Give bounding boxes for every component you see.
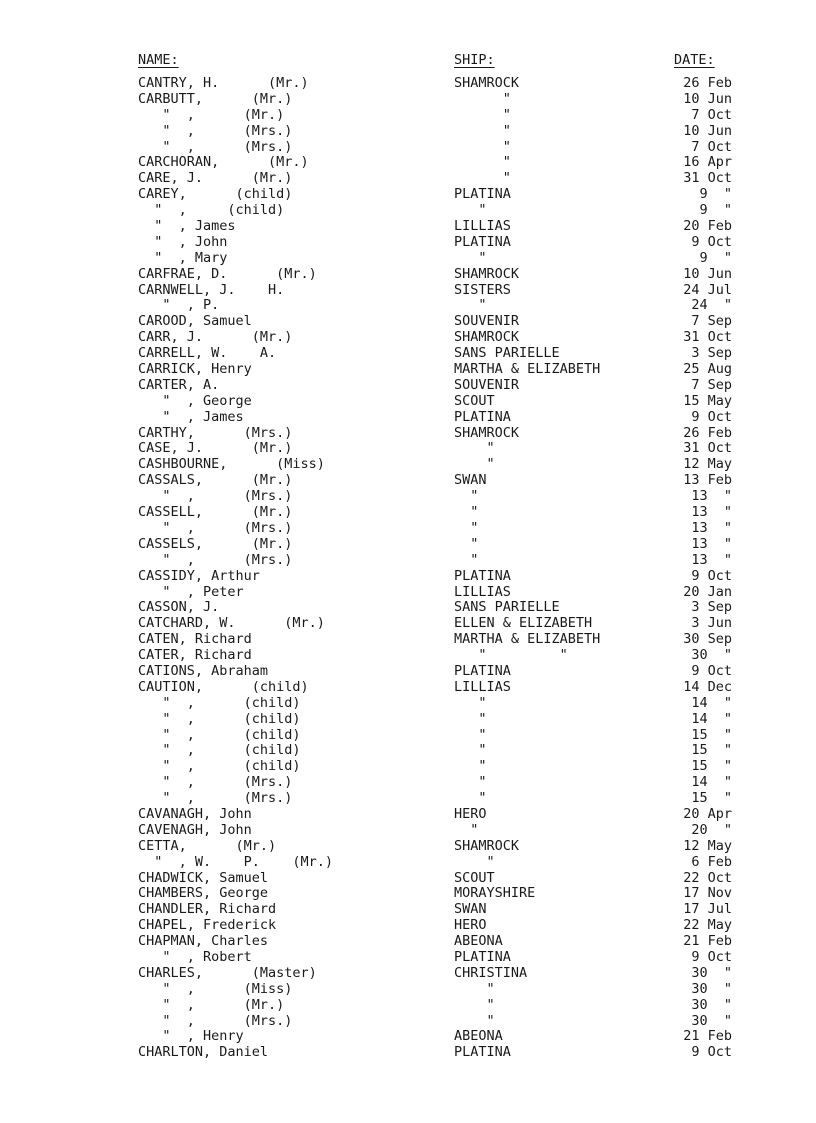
- table-row: [0, 950, 816, 966]
- ship-name: ": [454, 742, 487, 759]
- table-row: [0, 982, 816, 998]
- arrival-date: 13 ": [691, 504, 732, 521]
- arrival-date: 12 May: [683, 837, 732, 854]
- ship-name: ": [454, 170, 511, 187]
- table-row: [0, 664, 816, 680]
- ship-name: LILLIAS: [454, 678, 511, 695]
- table-row: [0, 235, 816, 251]
- passenger-name: CASSALS, (Mr.): [138, 472, 293, 489]
- arrival-date: 31 Oct: [683, 170, 732, 187]
- table-row: [0, 203, 816, 219]
- ship-name: ABEONA: [454, 933, 503, 950]
- table-row: [0, 680, 816, 696]
- ship-name: ": [454, 853, 495, 870]
- arrival-date: 21 Feb: [683, 1028, 732, 1045]
- ship-name: ": [454, 980, 495, 997]
- ship-name: HERO: [454, 917, 487, 934]
- passenger-name: " , (Mrs.): [138, 488, 293, 505]
- ship-name: PLATINA: [454, 186, 511, 203]
- arrival-date: 9 ": [699, 249, 732, 266]
- arrival-date: 7 Oct: [691, 106, 732, 123]
- arrival-date: 13 ": [691, 535, 732, 552]
- table-row: [0, 759, 816, 775]
- arrival-date: 9 Oct: [691, 567, 732, 584]
- table-row: [0, 283, 816, 299]
- ship-name: ": [454, 758, 487, 775]
- ship-name: ": [454, 710, 487, 727]
- ship-name: ": [454, 106, 511, 123]
- passenger-list: [0, 76, 816, 1061]
- ship-name: SANS PARIELLE: [454, 345, 560, 362]
- passenger-name: CASHBOURNE, (Miss): [138, 456, 325, 473]
- passenger-name: " , James: [138, 218, 236, 235]
- table-row: [0, 712, 816, 728]
- table-row: [0, 330, 816, 346]
- ship-name: ": [454, 551, 479, 568]
- table-row: [0, 537, 816, 553]
- ship-name: ": [454, 726, 487, 743]
- ship-name: ": [454, 694, 487, 711]
- ship-name: ": [454, 1012, 495, 1029]
- table-row: [0, 934, 816, 950]
- table-row: [0, 585, 816, 601]
- table-row: [0, 775, 816, 791]
- table-row: [0, 886, 816, 902]
- table-row: [0, 219, 816, 235]
- passenger-name: CASE, J. (Mr.): [138, 440, 293, 457]
- ship-name: ": [454, 202, 487, 219]
- table-row: [0, 155, 816, 171]
- table-row: [0, 473, 816, 489]
- passenger-name: " , (Mrs.): [138, 774, 293, 791]
- passenger-name: CASSELS, (Mr.): [138, 535, 293, 552]
- passenger-name: " , (Mrs.): [138, 790, 293, 807]
- table-row: [0, 505, 816, 521]
- ship-name: PLATINA: [454, 408, 511, 425]
- ship-name: ": [454, 122, 511, 139]
- passenger-name: " , (Mr.): [138, 996, 285, 1013]
- ship-name: ": [454, 821, 479, 838]
- ship-name: SCOUT: [454, 869, 495, 886]
- table-row: [0, 521, 816, 537]
- arrival-date: 22 May: [683, 917, 732, 934]
- ship-name: SHAMROCK: [454, 75, 520, 91]
- ship-name: ": [454, 488, 479, 505]
- passenger-name: " , (Miss): [138, 980, 293, 997]
- arrival-date: 30 ": [691, 980, 732, 997]
- passenger-name: " , Peter: [138, 583, 244, 600]
- table-row: [0, 871, 816, 887]
- ship-name: PLATINA: [454, 662, 511, 679]
- passenger-name: CARR, J. (Mr.): [138, 329, 293, 346]
- passenger-name: CATIONS, Abraham: [138, 662, 269, 679]
- passenger-name: " , John: [138, 233, 228, 250]
- arrival-date: 31 Oct: [683, 440, 732, 457]
- passenger-name: CARTER, A.: [138, 376, 220, 393]
- ship-name: PLATINA: [454, 948, 511, 965]
- passenger-name: " , (Mrs.): [138, 138, 293, 155]
- arrival-date: 15 ": [691, 758, 732, 775]
- arrival-date: 30 ": [691, 996, 732, 1013]
- arrival-date: 9 ": [699, 202, 732, 219]
- arrival-date: 13 ": [691, 519, 732, 536]
- arrival-date: 10 Jun: [683, 265, 732, 282]
- passenger-name: CARBUTT, (Mr.): [138, 90, 293, 107]
- arrival-date: 24 ": [691, 297, 732, 314]
- arrival-date: 15 ": [691, 742, 732, 759]
- table-row: [0, 140, 816, 156]
- passenger-name: " , (child): [138, 758, 301, 775]
- passenger-name: CASSIDY, Arthur: [138, 567, 260, 584]
- ship-name: SWAN: [454, 472, 487, 489]
- arrival-date: 20 Jan: [683, 583, 732, 600]
- table-row: [0, 839, 816, 855]
- arrival-date: 10 Jun: [683, 90, 732, 107]
- ship-name: SWAN: [454, 901, 487, 918]
- arrival-date: 7 Sep: [691, 313, 732, 330]
- passenger-name: " , James: [138, 408, 244, 425]
- arrival-date: 17 Jul: [683, 901, 732, 918]
- arrival-date: 26 Feb: [683, 424, 732, 441]
- ship-name: ": [454, 249, 487, 266]
- table-row: [0, 1029, 816, 1045]
- passenger-name: CARTHY, (Mrs.): [138, 424, 293, 441]
- passenger-name: " , P.: [138, 297, 220, 314]
- arrival-date: 9 Oct: [691, 1044, 732, 1061]
- arrival-date: 17 Nov: [683, 885, 732, 902]
- passenger-name: CHARLES, (Master): [138, 964, 317, 981]
- ship-name: MARTHA & ELIZABETH: [454, 631, 601, 648]
- passenger-name: " , Robert: [138, 948, 252, 965]
- table-row: [0, 616, 816, 632]
- table-row: [0, 966, 816, 982]
- ship-name: CHRISTINA: [454, 964, 528, 981]
- passenger-name: CARRICK, Henry: [138, 361, 252, 378]
- ship-name: PLATINA: [454, 1044, 511, 1061]
- arrival-date: 30 ": [691, 647, 732, 664]
- table-row: [0, 855, 816, 871]
- table-row: [0, 553, 816, 569]
- passenger-name: " , (child): [138, 726, 301, 743]
- table-row: [0, 171, 816, 187]
- ship-name: ": [454, 456, 495, 473]
- table-row: [0, 791, 816, 807]
- table-row: [0, 76, 816, 92]
- passenger-name: " , Henry: [138, 1028, 244, 1045]
- arrival-date: 24 Jul: [683, 281, 732, 298]
- ship-name: ": [454, 519, 479, 536]
- arrival-date: 15 ": [691, 726, 732, 743]
- passenger-name: " , (child): [138, 710, 301, 727]
- table-row: [0, 410, 816, 426]
- passenger-name: CAVENAGH, John: [138, 821, 252, 838]
- passenger-name: " , (Mr.): [138, 106, 285, 123]
- arrival-date: 30 ": [691, 1012, 732, 1029]
- arrival-date: 13 ": [691, 551, 732, 568]
- table-row: [0, 648, 816, 664]
- date-column-header: DATE:: [674, 52, 715, 68]
- ship-name: ": [454, 774, 487, 791]
- arrival-date: 14 Dec: [683, 678, 732, 695]
- passenger-name: CASSON, J.: [138, 599, 220, 616]
- table-row: [0, 807, 816, 823]
- arrival-date: 14 ": [691, 694, 732, 711]
- arrival-date: 13 ": [691, 488, 732, 505]
- table-row: [0, 314, 816, 330]
- arrival-date: 14 ": [691, 710, 732, 727]
- table-row: [0, 823, 816, 839]
- ship-name: SANS PARIELLE: [454, 599, 560, 616]
- passenger-name: " , (Mrs.): [138, 519, 293, 536]
- table-row: [0, 998, 816, 1014]
- ship-name: SISTERS: [454, 281, 511, 298]
- table-row: [0, 92, 816, 108]
- passenger-name: CETTA, (Mr.): [138, 837, 277, 854]
- ship-name: ": [454, 535, 479, 552]
- table-row: [0, 918, 816, 934]
- table-row: [0, 600, 816, 616]
- ship-name: SHAMROCK: [454, 329, 520, 346]
- table-row: [0, 696, 816, 712]
- passenger-name: CATCHARD, W. (Mr.): [138, 615, 325, 632]
- arrival-date: 3 Jun: [691, 615, 732, 632]
- ship-name: LILLIAS: [454, 583, 511, 600]
- table-row: [0, 902, 816, 918]
- table-row: [0, 457, 816, 473]
- arrival-date: 20 Apr: [683, 805, 732, 822]
- arrival-date: 26 Feb: [683, 75, 732, 91]
- table-row: [0, 1014, 816, 1030]
- ship-name: ": [454, 90, 511, 107]
- table-row: [0, 346, 816, 362]
- passenger-name: " , (Mrs.): [138, 551, 293, 568]
- passenger-name: CHADWICK, Samuel: [138, 869, 269, 886]
- name-column-header: NAME:: [138, 52, 179, 68]
- ship-name: PLATINA: [454, 567, 511, 584]
- table-row: [0, 187, 816, 203]
- table-row: [0, 108, 816, 124]
- ship-name: HERO: [454, 805, 487, 822]
- arrival-date: 9 Oct: [691, 408, 732, 425]
- arrival-date: 30 ": [691, 964, 732, 981]
- passenger-name: CHARLTON, Daniel: [138, 1044, 269, 1061]
- ship-name: SOUVENIR: [454, 376, 520, 393]
- passenger-name: CANTRY, H. (Mr.): [138, 75, 309, 91]
- ship-name: " ": [454, 647, 568, 664]
- arrival-date: 3 Sep: [691, 599, 732, 616]
- ship-name: ": [454, 504, 479, 521]
- arrival-date: 22 Oct: [683, 869, 732, 886]
- arrival-date: 12 May: [683, 456, 732, 473]
- passenger-name: " , W. P. (Mr.): [138, 853, 334, 870]
- ship-name: SHAMROCK: [454, 837, 520, 854]
- arrival-date: 6 Feb: [691, 853, 732, 870]
- passenger-name: CHAPMAN, Charles: [138, 933, 269, 950]
- arrival-date: 3 Sep: [691, 345, 732, 362]
- arrival-date: 7 Sep: [691, 376, 732, 393]
- table-row: [0, 298, 816, 314]
- table-row: [0, 124, 816, 140]
- passenger-name: CAROOD, Samuel: [138, 313, 252, 330]
- ship-name: SOUVENIR: [454, 313, 520, 330]
- table-row: [0, 426, 816, 442]
- table-row: [0, 362, 816, 378]
- passenger-name: CAUTION, (child): [138, 678, 309, 695]
- table-row: [0, 489, 816, 505]
- table-row: [0, 1045, 816, 1061]
- ship-name: LILLIAS: [454, 218, 511, 235]
- passenger-name: " , (child): [138, 694, 301, 711]
- arrival-date: 13 Feb: [683, 472, 732, 489]
- ship-name: ": [454, 297, 487, 314]
- arrival-date: 9 Oct: [691, 948, 732, 965]
- passenger-name: CATEN, Richard: [138, 631, 252, 648]
- passenger-name: CAVANAGH, John: [138, 805, 252, 822]
- passenger-name: CATER, Richard: [138, 647, 252, 664]
- ship-name: SHAMROCK: [454, 424, 520, 441]
- table-row: [0, 743, 816, 759]
- arrival-date: 21 Feb: [683, 933, 732, 950]
- ship-name: ": [454, 790, 487, 807]
- ship-name: SHAMROCK: [454, 265, 520, 282]
- passenger-name: CARFRAE, D. (Mr.): [138, 265, 317, 282]
- table-row: [0, 728, 816, 744]
- arrival-date: 20 Feb: [683, 218, 732, 235]
- passenger-name: CARE, J. (Mr.): [138, 170, 293, 187]
- passenger-name: " , (child): [138, 202, 285, 219]
- table-row: [0, 267, 816, 283]
- passenger-name: CASSELL, (Mr.): [138, 504, 293, 521]
- passenger-name: CHAPEL, Frederick: [138, 917, 277, 934]
- passenger-name: CARCHORAN, (Mr.): [138, 154, 309, 171]
- arrival-date: 9 ": [699, 186, 732, 203]
- arrival-date: 31 Oct: [683, 329, 732, 346]
- ship-name: ": [454, 138, 511, 155]
- table-row: [0, 632, 816, 648]
- passenger-name: " , (Mrs.): [138, 122, 293, 139]
- passenger-name: CARRELL, W. A.: [138, 345, 277, 362]
- passenger-name: " , George: [138, 392, 252, 409]
- ship-name: ": [454, 996, 495, 1013]
- table-row: [0, 394, 816, 410]
- passenger-name: CHAMBERS, George: [138, 885, 269, 902]
- arrival-date: 20 ": [691, 821, 732, 838]
- ship-name: SCOUT: [454, 392, 495, 409]
- arrival-date: 14 ": [691, 774, 732, 791]
- ship-name: MORAYSHIRE: [454, 885, 536, 902]
- passenger-name: CARNWELL, J. H.: [138, 281, 285, 298]
- table-row: [0, 251, 816, 267]
- ship-name: MARTHA & ELIZABETH: [454, 361, 601, 378]
- arrival-date: 10 Jun: [683, 122, 732, 139]
- arrival-date: 15 ": [691, 790, 732, 807]
- passenger-name: " , (Mrs.): [138, 1012, 293, 1029]
- table-row: [0, 441, 816, 457]
- arrival-date: 30 Sep: [683, 631, 732, 648]
- passenger-name: " , (child): [138, 742, 301, 759]
- passenger-name: CHANDLER, Richard: [138, 901, 277, 918]
- table-row: [0, 378, 816, 394]
- ship-name: ": [454, 154, 511, 171]
- arrival-date: 15 May: [683, 392, 732, 409]
- arrival-date: 9 Oct: [691, 662, 732, 679]
- ship-name: PLATINA: [454, 233, 511, 250]
- passenger-name: CAREY, (child): [138, 186, 293, 203]
- arrival-date: 25 Aug: [683, 361, 732, 378]
- ship-name: ELLEN & ELIZABETH: [454, 615, 593, 632]
- ship-name: ABEONA: [454, 1028, 503, 1045]
- arrival-date: 7 Oct: [691, 138, 732, 155]
- passenger-name: " , Mary: [138, 249, 228, 266]
- ship-column-header: SHIP:: [454, 52, 495, 68]
- ship-name: ": [454, 440, 495, 457]
- table-row: [0, 569, 816, 585]
- arrival-date: 9 Oct: [691, 233, 732, 250]
- arrival-date: 16 Apr: [683, 154, 732, 171]
